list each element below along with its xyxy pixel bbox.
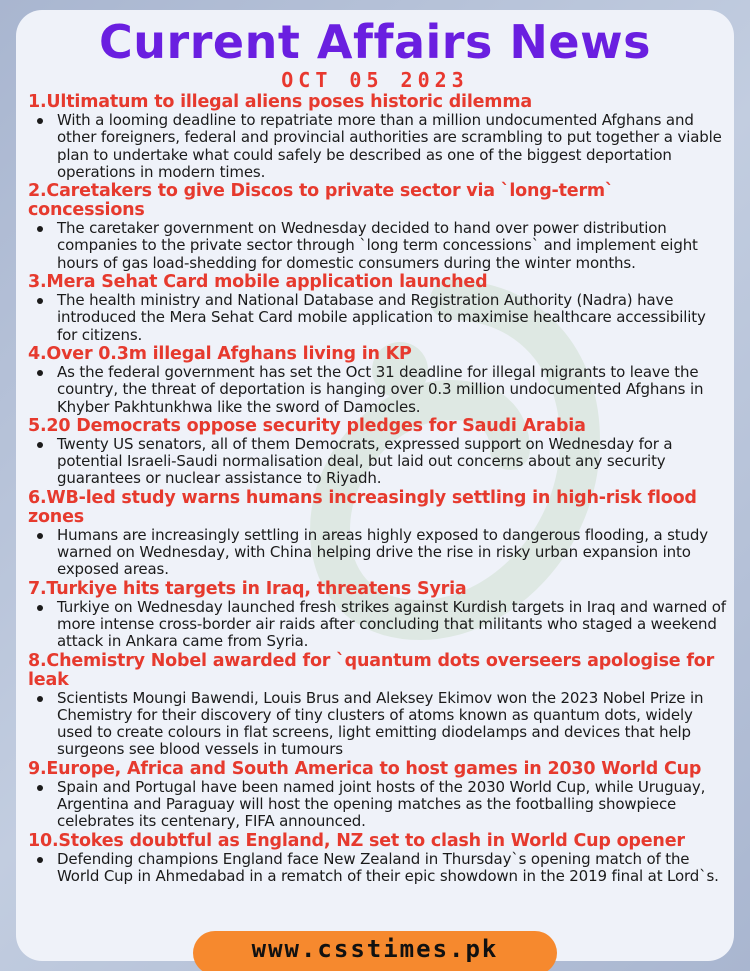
bullet-icon xyxy=(37,226,43,232)
news-summary-text: With a looming deadline to repatriate more than a million undocumented Afghans and other foreigners, federal and provincial authorities are scrambling to put together a viable plan to undertake what could safely be described as one of the biggest deportation operations in modern times. xyxy=(57,111,722,181)
bullet-icon xyxy=(37,857,43,863)
news-summary-text: Scientists Moungi Bawendi, Louis Brus and Aleksey Ekimov won the 2023 Nobel Prize in Chemistry for their discovery of tiny clusters of atoms known as quantum dots, widely used to create colours in flat screens, light emitting diodelamps and devices that help surgeons see blood vessels in tumours xyxy=(57,688,704,759)
news-item xyxy=(28,489,728,579)
news-list xyxy=(28,93,728,886)
news-item xyxy=(28,417,728,488)
news-headline: 4.Over 0.3m illegal Afghans living in KP xyxy=(28,343,412,364)
news-item xyxy=(28,760,728,831)
news-summary xyxy=(28,220,728,272)
news-item xyxy=(28,93,728,181)
news-summary-text: Humans are increasingly settling in areas highly exposed to dangerous flooding, a study warned on Wednesday, with China helping drive the rise in risky urban expansion into exposed areas. xyxy=(57,525,708,579)
bullet-icon xyxy=(37,442,43,448)
news-summary xyxy=(28,292,728,344)
news-summary xyxy=(28,779,728,831)
page-date: OCT 05 2023 xyxy=(281,68,469,92)
news-summary xyxy=(28,364,728,416)
news-headline: 1.Ultimatum to illegal aliens poses historic dilemma xyxy=(28,92,532,112)
news-item xyxy=(28,580,728,651)
news-item xyxy=(28,273,728,344)
news-item xyxy=(28,832,728,886)
news-summary-text: Turkiye on Wednesday launched fresh strikes against Kurdish targets in Iraq and warned of more intense cross-border air raids after concluding that militants who staged a weekend attack in Ankara came from Syria. xyxy=(57,597,726,651)
news-headline: 9.Europe, Africa and South America to host games in 2030 World Cup xyxy=(28,758,702,779)
bullet-icon xyxy=(37,533,43,539)
news-summary-text: The caretaker government on Wednesday decided to hand over power distribution companies to the private sector through `long term concessions` and implement eight hours of gas load-shedding for domestic consumers during the winter months. xyxy=(57,219,698,272)
news-summary xyxy=(28,690,728,759)
news-item xyxy=(28,345,728,416)
news-summary-text: As the federal government has set the Oct 31 deadline for illegal migrants to leave the country, the threat of deportation is hanging over 0.3 million undocumented Afghans in Khyber Pakhtunkhwa like the sword of Damocles. xyxy=(57,362,704,416)
bullet-icon xyxy=(37,370,43,376)
news-summary xyxy=(28,599,728,651)
news-headline: 2.Caretakers to give Discos to private sector via `long-term` concessions xyxy=(28,181,614,221)
news-summary xyxy=(28,527,728,579)
news-headline: 7.Turkiye hits targets in Iraq, threatens Syria xyxy=(28,578,467,599)
bullet-icon xyxy=(37,118,43,124)
bullet-icon xyxy=(37,298,43,304)
news-summary-text: The health ministry and National Database and Registration Authority (Nadra) have introduced the Mera Sehat Card mobile application to maximise healthcare accessibility for citizens. xyxy=(57,291,706,344)
news-summary-text: Defending champions England face New Zealand in Thursday`s opening match of the World Cup in Ahmedabad in a rematch of their epic showdown in the 2019 final at Lord`s. xyxy=(57,849,719,885)
news-summary-text: Spain and Portugal have been named joint hosts of the 2030 World Cup, while Uruguay, Argentina and Paraguay will host the opening matches as the footballing showpiece celebrates its centenary, FIFA announced. xyxy=(57,777,706,831)
news-headline: 3.Mera Sehat Card mobile application launched xyxy=(28,272,488,293)
bullet-icon xyxy=(37,785,43,791)
news-item xyxy=(28,182,728,272)
news-summary xyxy=(28,851,728,886)
news-summary xyxy=(28,112,728,181)
bullet-icon xyxy=(37,696,43,702)
bullet-icon xyxy=(37,605,43,611)
website-link[interactable]: www.csstimes.pk xyxy=(193,931,557,971)
news-item xyxy=(28,652,728,759)
news-headline: 8.Chemistry Nobel awarded for `quantum dots overseers apologise for leak xyxy=(28,650,715,690)
news-summary xyxy=(28,436,728,488)
news-headline: 10.Stokes doubtful as England, NZ set to clash in World Cup opener xyxy=(28,830,685,851)
page-title: Current Affairs News xyxy=(99,15,651,69)
news-headline: 6.WB-led study warns humans increasingly settling in high-risk flood zones xyxy=(28,487,697,527)
news-headline: 5.20 Democrats oppose security pledges for Saudi Arabia xyxy=(28,415,586,436)
news-summary-text: Twenty US senators, all of them Democrats, expressed support on Wednesday for a potential Israeli-Saudi normalisation deal, but laid out concerns about any security guarantees or nuclear assistance to Riyadh. xyxy=(57,434,673,488)
